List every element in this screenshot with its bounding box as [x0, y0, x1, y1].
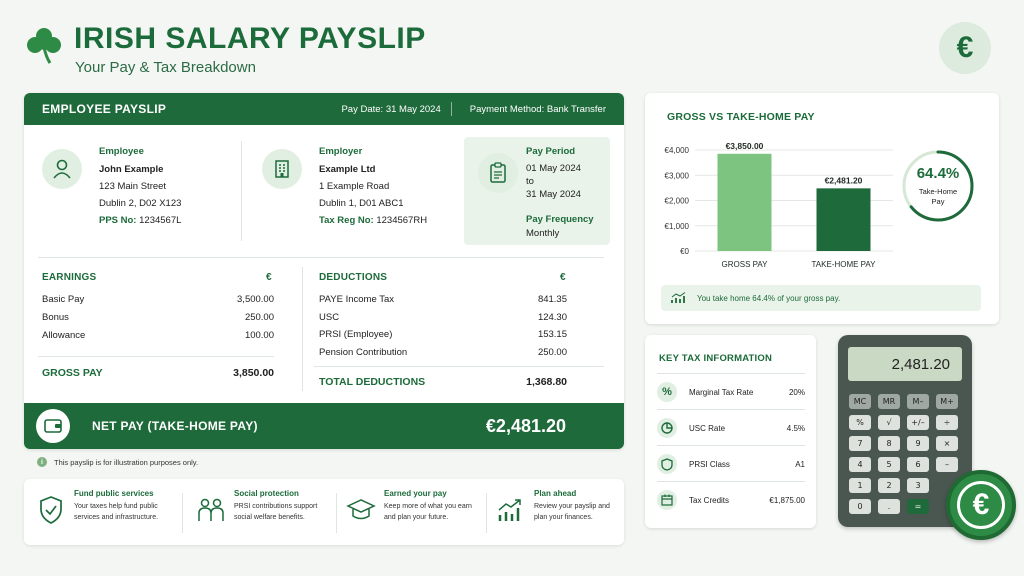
- earnings-title: EARNINGS: [42, 272, 97, 283]
- divider: [38, 257, 604, 258]
- deductions-title: DEDUCTIONS: [319, 272, 388, 283]
- payslip-card: [24, 93, 624, 449]
- benefit-desc: Keep more of what you earn: [384, 503, 472, 510]
- benefit-desc: PRSI contributions support: [234, 503, 318, 510]
- benefit-desc: services and infrastructure.: [74, 514, 159, 521]
- tax-row-label: PRSI Class: [689, 459, 730, 469]
- x-tick-label: GROSS PAY: [721, 260, 768, 269]
- bar-data-label: €3,850.00: [725, 140, 764, 151]
- divider: [657, 481, 805, 482]
- line-item-label: Pension Contribution: [319, 346, 408, 358]
- bar: [718, 154, 772, 251]
- chart-note: [661, 285, 981, 311]
- employee-label: Employee: [99, 146, 144, 157]
- y-tick-label: €0: [680, 247, 689, 256]
- tax-reg-value: 1234567RH: [376, 215, 428, 226]
- chart-note-text: You take home 64.4% of your gross pay.: [697, 293, 841, 303]
- line-item: [42, 330, 274, 341]
- line-item-label: Allowance: [42, 330, 86, 341]
- line-item-value: 841.35: [537, 294, 567, 305]
- euro-coin-symbol: €: [957, 481, 1005, 529]
- gross-pay-label: GROSS PAY: [42, 367, 103, 379]
- total-deductions-value: 1,368.80: [526, 376, 567, 388]
- shield-icon: [657, 454, 677, 474]
- wallet-icon-wrap: [36, 409, 70, 443]
- shamrock-icon: [24, 25, 64, 65]
- benefit-desc: plan your finances.: [534, 514, 593, 521]
- chart-card: [645, 93, 999, 324]
- benefit-desc: Review your payslip and: [534, 503, 610, 510]
- pay-date: Pay Date: 31 May 2024: [341, 103, 441, 115]
- disclaimer-note: [37, 457, 198, 467]
- benefit-item: [38, 489, 158, 525]
- gauge-label: Take-Home: [918, 187, 958, 196]
- benefit-title: Plan ahead: [534, 489, 577, 498]
- pay-period-to: 31 May 2024: [526, 189, 581, 200]
- calculator-key: +/–: [907, 415, 929, 430]
- employer-avatar: [262, 149, 302, 189]
- calculator-key: –: [936, 457, 958, 472]
- calculator-key: M+: [936, 394, 958, 409]
- line-item: [42, 294, 274, 305]
- employer-block: [319, 146, 427, 229]
- page-title: IRISH SALARY PAYSLIP: [74, 22, 426, 55]
- calculator-key: ÷: [936, 415, 958, 430]
- tax-row-label: Tax Credits: [689, 495, 730, 505]
- x-tick-label: TAKE-HOME PAY: [811, 260, 876, 269]
- pay-frequency-label: Pay Frequency: [526, 214, 594, 225]
- user-icon: [51, 158, 73, 180]
- tax-row-label: Marginal Tax Rate: [689, 387, 754, 397]
- line-item: [319, 294, 567, 305]
- divider: [657, 445, 805, 446]
- building-icon: [272, 159, 292, 179]
- tax-row-value: 4.5%: [786, 423, 805, 433]
- line-item: [319, 329, 567, 340]
- calculator-key: =: [907, 499, 929, 514]
- y-tick-label: €4,000: [664, 146, 689, 155]
- benefit-item: [346, 489, 472, 523]
- tax-row-label: USC Rate: [689, 423, 726, 433]
- tax-row: [657, 418, 805, 438]
- pie-chart-icon: [657, 418, 677, 438]
- earnings-currency: €: [266, 272, 272, 283]
- line-item-label: PRSI (Employee): [319, 329, 393, 340]
- percent-icon: %: [657, 382, 677, 402]
- line-item: [319, 347, 567, 358]
- pay-period-from: 01 May 2024: [526, 163, 581, 174]
- pay-period-label: Pay Period: [526, 146, 576, 157]
- pay-period-to-word: to: [526, 176, 534, 187]
- pay-period-box: [464, 137, 610, 245]
- clipboard-icon: [488, 162, 508, 184]
- calculator-key: 3: [907, 478, 929, 493]
- calculator-key: 4: [849, 457, 871, 472]
- euro-coin-icon: [946, 470, 1016, 540]
- line-item: [42, 312, 274, 323]
- y-tick-label: €1,000: [664, 221, 689, 231]
- divider: [314, 366, 604, 367]
- key-tax-card: [645, 335, 816, 528]
- employer-address-1: 1 Example Road: [319, 181, 390, 192]
- employee-name: John Example: [99, 164, 164, 175]
- net-pay-value: €2,481.20: [485, 415, 566, 436]
- benefits-panel: [24, 479, 624, 545]
- tax-reg-label: Tax Reg No:: [319, 215, 374, 226]
- calculator-key: MC: [849, 394, 871, 409]
- calculator-key: MR: [878, 394, 900, 409]
- header-divider: [451, 102, 452, 116]
- calendar-icon: [657, 490, 677, 510]
- line-item-value: 250.00: [244, 312, 274, 323]
- calculator-key: %: [849, 415, 871, 430]
- tax-row-value: €1,875.00: [769, 495, 805, 505]
- gauge-label: Pay: [931, 197, 945, 206]
- wallet-icon: [43, 417, 63, 435]
- graduation-cap-icon: [346, 497, 376, 523]
- benefit-desc: and plan your future.: [384, 514, 449, 521]
- calculator-key: 0: [849, 499, 871, 514]
- divider: [38, 356, 274, 357]
- tax-row: [657, 454, 805, 474]
- pay-frequency-value: Monthly: [526, 228, 560, 239]
- gauge-value: 64.4%: [916, 165, 960, 182]
- employee-avatar: [42, 149, 82, 189]
- payslip-header: [24, 93, 624, 125]
- employer-label: Employer: [319, 146, 363, 157]
- calculator-key: 5: [878, 457, 900, 472]
- tax-row: [657, 382, 805, 402]
- tax-info-title: KEY TAX INFORMATION: [659, 353, 773, 364]
- trend-up-icon: [671, 292, 687, 304]
- calculator-key: M–: [907, 394, 929, 409]
- bar: [817, 188, 871, 251]
- employer-address-2: Dublin 1, D01 ABC1: [319, 198, 404, 209]
- calculator-key: 7: [849, 436, 871, 451]
- shield-check-icon: [38, 495, 64, 525]
- benefit-item: [496, 489, 610, 525]
- calculator-key: 8: [878, 436, 900, 451]
- deductions-currency: €: [560, 272, 566, 283]
- divider: [182, 493, 183, 533]
- line-item-label: PAYE Income Tax: [319, 294, 394, 305]
- gross-pay-value: 3,850.00: [233, 367, 274, 379]
- disclaimer-text: This payslip is for illustration purposes only.: [54, 457, 199, 467]
- benefit-desc: social welfare benefits.: [234, 514, 305, 521]
- line-item-value: 153.15: [537, 329, 567, 340]
- divider: [657, 409, 805, 410]
- calculator-key: .: [878, 499, 900, 514]
- chart-title: GROSS VS TAKE-HOME PAY: [667, 111, 815, 123]
- employee-address-2: Dublin 2, D02 X123: [99, 198, 182, 209]
- y-tick-label: €3,000: [664, 171, 689, 181]
- benefit-desc: Your taxes help fund public: [74, 503, 158, 510]
- payment-method: Payment Method: Bank Transfer: [469, 103, 606, 115]
- take-home-gauge: [901, 149, 975, 237]
- line-item-label: Bonus: [42, 312, 69, 323]
- payslip-title: EMPLOYEE PAYSLIP: [42, 102, 167, 116]
- line-item-value: 3,500.00: [237, 294, 274, 305]
- benefit-title: Fund public services: [74, 489, 154, 498]
- pps-value: 1234567L: [139, 215, 182, 226]
- benefit-item: [196, 489, 317, 525]
- calculator-key: 1: [849, 478, 871, 493]
- line-item-label: Basic Pay: [42, 294, 85, 305]
- calculator-key: 6: [907, 457, 929, 472]
- line-item-label: USC: [319, 311, 340, 323]
- employee-address-1: 123 Main Street: [99, 181, 167, 192]
- net-pay-bar: [24, 403, 624, 449]
- bar-data-label: €2,481.20: [824, 175, 863, 186]
- line-item-value: 124.30: [537, 311, 567, 323]
- employer-name: Example Ltd: [319, 164, 376, 175]
- calculator-key: 9: [907, 436, 929, 451]
- tax-row: [657, 490, 805, 510]
- employee-block: [99, 146, 181, 229]
- calculator-key: √: [878, 415, 900, 430]
- divider: [336, 493, 337, 533]
- growth-chart-icon: [496, 497, 524, 525]
- divider: [486, 493, 487, 533]
- tax-row-value: A1: [795, 459, 805, 469]
- pps-label: PPS No:: [99, 215, 137, 226]
- tax-row-value: 20%: [788, 387, 805, 397]
- line-item: [319, 312, 567, 323]
- divider: [302, 267, 303, 391]
- page-subtitle: Your Pay & Tax Breakdown: [75, 59, 256, 76]
- total-deductions-row: [319, 376, 567, 388]
- info-icon: i: [37, 457, 47, 467]
- benefit-title: Social protection: [234, 489, 299, 498]
- benefit-title: Earned your pay: [384, 489, 447, 498]
- divider: [657, 373, 805, 374]
- people-icon: [196, 495, 226, 525]
- gross-pay-row: [42, 367, 274, 379]
- total-deductions-label: TOTAL DEDUCTIONS: [319, 376, 426, 388]
- line-item-value: 100.00: [244, 330, 274, 341]
- calculator-key: ×: [936, 436, 958, 451]
- net-pay-label: NET PAY (TAKE-HOME PAY): [92, 419, 258, 433]
- line-item-value: 250.00: [537, 346, 567, 358]
- euro-icon: €: [939, 22, 991, 74]
- calculator-display: 2,481.20: [848, 347, 962, 381]
- y-tick-label: €2,000: [664, 196, 689, 206]
- calculator-key: 2: [878, 478, 900, 493]
- divider: [241, 141, 242, 241]
